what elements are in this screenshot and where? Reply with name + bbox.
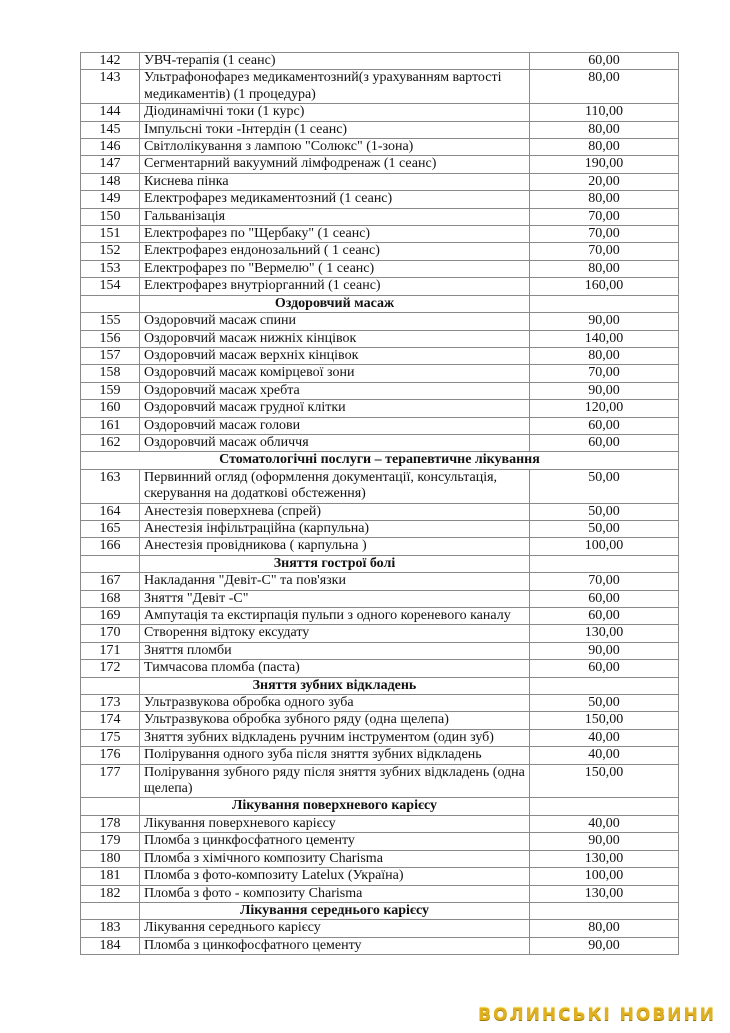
table-row [81,538,679,555]
service-name: Оздоровчий масаж спини [140,313,530,330]
item-number: 155 [81,313,140,330]
service-price: 70,00 [530,365,679,382]
service-name: Тимчасова пломба (паста) [140,660,530,677]
item-number: 169 [81,608,140,625]
service-price: 90,00 [530,382,679,399]
service-name: Лікування середнього карієсу [140,920,530,937]
item-number: 145 [81,121,140,138]
service-price: 130,00 [530,850,679,867]
price-table [80,52,679,955]
table-row [81,937,679,954]
service-price: 60,00 [530,417,679,434]
service-price: 90,00 [530,313,679,330]
table-row [81,642,679,659]
service-name: Електрофарез ендонозальний ( 1 сеанс) [140,243,530,260]
empty-cell [81,902,140,919]
service-price: 60,00 [530,608,679,625]
item-number: 161 [81,417,140,434]
service-name: Електрофарез внутріорганний (1 сеанс) [140,278,530,295]
table-row [81,278,679,295]
item-number: 174 [81,712,140,729]
service-price: 40,00 [530,815,679,832]
table-row [81,313,679,330]
table-row [81,712,679,729]
service-price: 80,00 [530,260,679,277]
service-name: Імпульсні токи -Інтердін (1 сеанс) [140,121,530,138]
table-row [81,121,679,138]
empty-cell [530,555,679,572]
table-row [81,365,679,382]
table-row [81,590,679,607]
item-number: 147 [81,156,140,173]
service-price: 50,00 [530,503,679,520]
item-number: 184 [81,937,140,954]
section-title: Лікування поверхневого карієсу [140,798,530,815]
section-header-row [81,555,679,572]
table-row [81,503,679,520]
item-number: 179 [81,833,140,850]
item-number: 148 [81,173,140,190]
service-name: Діодинамічні токи (1 курс) [140,104,530,121]
price-table-body [81,53,679,955]
service-price: 50,00 [530,695,679,712]
service-name: Ультразвукова обробка зубного ряду (одна щелепа) [140,712,530,729]
service-name: Пломба з цинкофосфатного цементу [140,937,530,954]
section-header-row [81,452,679,469]
service-price: 150,00 [530,764,679,798]
service-price: 60,00 [530,590,679,607]
service-name: Пломба з фото - композиту Charisma [140,885,530,902]
service-name: Оздоровчий масаж хребта [140,382,530,399]
service-name: Сегментарний вакуумний лімфодренаж (1 сеанс) [140,156,530,173]
service-price: 130,00 [530,885,679,902]
empty-cell [530,902,679,919]
section-title: Оздоровчий масаж [140,295,530,312]
service-name: Ультразвукова обробка одного зуба [140,695,530,712]
service-name: Ультрафонофарез медикаментозний(з урахуванням вартості медикаментів) (1 процедура) [140,70,530,104]
service-name: Оздоровчий масаж обличчя [140,434,530,451]
service-name: Оздоровчий масаж грудної клітки [140,400,530,417]
service-price: 60,00 [530,53,679,70]
table-row [81,625,679,642]
service-name: Киснева пінка [140,173,530,190]
table-row [81,104,679,121]
item-number: 168 [81,590,140,607]
item-number: 182 [81,885,140,902]
table-row [81,400,679,417]
service-name: Зняття зубних відкладень ручним інструментом (один зуб) [140,729,530,746]
empty-cell [81,798,140,815]
service-price: 80,00 [530,70,679,104]
item-number: 142 [81,53,140,70]
service-name: Пломба з фото-композиту Latelux (Україна) [140,868,530,885]
service-price: 60,00 [530,434,679,451]
service-price: 110,00 [530,104,679,121]
item-number: 175 [81,729,140,746]
service-name: Оздоровчий масаж верхніх кінцівок [140,347,530,364]
service-name: Накладання "Девіт-С" та пов'язки [140,573,530,590]
service-name: Оздоровчий масаж голови [140,417,530,434]
service-price: 70,00 [530,573,679,590]
service-price: 80,00 [530,347,679,364]
item-number: 172 [81,660,140,677]
service-price: 70,00 [530,226,679,243]
service-name: Зняття пломби [140,642,530,659]
service-price: 80,00 [530,920,679,937]
section-title: Лікування середнього карієсу [140,902,530,919]
service-name: Гальванізація [140,208,530,225]
item-number: 162 [81,434,140,451]
table-row [81,469,679,503]
watermark-logo: ВОЛИНСЬКІ НОВИНИ [478,1005,716,1025]
section-title: Зняття гострої болі [140,555,530,572]
service-name: Світлолікування з лампою "Солюкс" (1-зона) [140,139,530,156]
service-price: 60,00 [530,660,679,677]
table-row [81,573,679,590]
service-price: 90,00 [530,833,679,850]
service-price: 40,00 [530,747,679,764]
empty-cell [81,555,140,572]
service-name: Анестезія поверхнева (спрей) [140,503,530,520]
item-number: 165 [81,520,140,537]
table-row [81,833,679,850]
service-name: Електрофарез по "Щербаку" (1 сеанс) [140,226,530,243]
item-number: 159 [81,382,140,399]
section-header-row [81,798,679,815]
item-number: 170 [81,625,140,642]
service-price: 100,00 [530,868,679,885]
table-row [81,695,679,712]
service-price: 70,00 [530,243,679,260]
service-name: Анестезія провідникова ( карпульна ) [140,538,530,555]
table-row [81,920,679,937]
section-title: Зняття зубних відкладень [140,677,530,694]
service-name: Електрофарез по "Вермелю" ( 1 сеанс) [140,260,530,277]
empty-cell [81,677,140,694]
item-number: 146 [81,139,140,156]
item-number: 153 [81,260,140,277]
service-name: УВЧ-терапія (1 сеанс) [140,53,530,70]
item-number: 180 [81,850,140,867]
service-price: 90,00 [530,642,679,659]
table-row [81,330,679,347]
service-name: Оздоровчий масаж нижніх кінцівок [140,330,530,347]
empty-cell [530,677,679,694]
service-name: Пломба з цинкфосфатного цементу [140,833,530,850]
table-row [81,885,679,902]
service-name: Лікування поверхневого карієсу [140,815,530,832]
table-row [81,815,679,832]
service-price: 20,00 [530,173,679,190]
section-header-row [81,902,679,919]
item-number: 154 [81,278,140,295]
item-number: 152 [81,243,140,260]
item-number: 157 [81,347,140,364]
service-price: 80,00 [530,191,679,208]
service-price: 120,00 [530,400,679,417]
service-price: 80,00 [530,139,679,156]
table-row [81,260,679,277]
item-number: 171 [81,642,140,659]
item-number: 151 [81,226,140,243]
service-price: 190,00 [530,156,679,173]
section-header-row [81,295,679,312]
table-row [81,347,679,364]
service-price: 70,00 [530,208,679,225]
item-number: 149 [81,191,140,208]
item-number: 181 [81,868,140,885]
table-row [81,417,679,434]
service-name: Зняття "Девіт -С" [140,590,530,607]
empty-cell [530,798,679,815]
empty-cell [81,295,140,312]
item-number: 183 [81,920,140,937]
item-number: 143 [81,70,140,104]
item-number: 177 [81,764,140,798]
table-row [81,70,679,104]
table-row [81,868,679,885]
table-row [81,382,679,399]
table-row [81,520,679,537]
table-row [81,173,679,190]
table-row [81,764,679,798]
service-price: 150,00 [530,712,679,729]
item-number: 156 [81,330,140,347]
service-name: Полірування одного зуба після зняття зубних відкладень [140,747,530,764]
item-number: 166 [81,538,140,555]
service-price: 50,00 [530,520,679,537]
item-number: 160 [81,400,140,417]
item-number: 164 [81,503,140,520]
table-row [81,191,679,208]
table-row [81,208,679,225]
service-name: Ампутація та екстирпація пульпи з одного кореневого каналу [140,608,530,625]
empty-cell [530,295,679,312]
service-price: 100,00 [530,538,679,555]
item-number: 150 [81,208,140,225]
item-number: 158 [81,365,140,382]
table-row [81,729,679,746]
table-row [81,156,679,173]
service-name: Анестезія інфільтраційна (карпульна) [140,520,530,537]
item-number: 178 [81,815,140,832]
table-row [81,850,679,867]
service-price: 140,00 [530,330,679,347]
item-number: 163 [81,469,140,503]
table-row [81,660,679,677]
service-price: 160,00 [530,278,679,295]
service-name: Полірування зубного ряду після зняття зубних відкладень (одна щелепа) [140,764,530,798]
table-row [81,226,679,243]
service-price: 50,00 [530,469,679,503]
table-row [81,608,679,625]
table-row [81,747,679,764]
item-number: 176 [81,747,140,764]
service-price: 40,00 [530,729,679,746]
item-number: 167 [81,573,140,590]
service-name: Оздоровчий масаж комірцевої зони [140,365,530,382]
item-number: 173 [81,695,140,712]
service-name: Первинний огляд (оформлення документації, консультація, скерування на додаткові обстеження) [140,469,530,503]
table-row [81,243,679,260]
service-price: 90,00 [530,937,679,954]
service-name: Створення відтоку ексудату [140,625,530,642]
item-number: 144 [81,104,140,121]
service-name: Пломба з хімічного композиту Charisma [140,850,530,867]
table-row [81,434,679,451]
table-row [81,139,679,156]
section-title: Стоматологічні послуги – терапевтичне лікування [81,452,679,469]
table-row [81,53,679,70]
service-name: Електрофарез медикаментозний (1 сеанс) [140,191,530,208]
service-price: 80,00 [530,121,679,138]
service-price: 130,00 [530,625,679,642]
section-header-row [81,677,679,694]
